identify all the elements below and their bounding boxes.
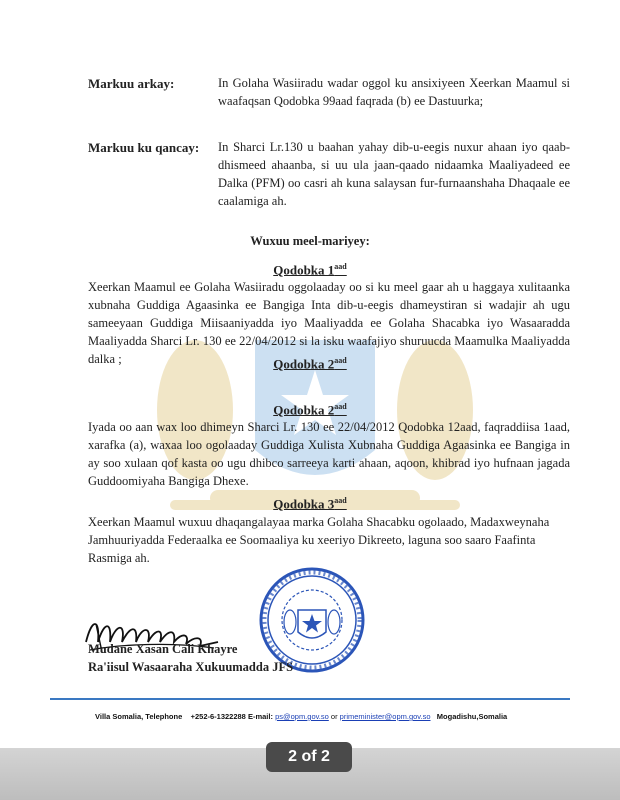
- recital-text: In Sharci Lr.130 u baahan yahay dib-u-eegis nuxur ahaan iyo qaab-dhismeed ahaanba, si uu ula jaan-qaado nidaamka Maaliyadeed ee Dalka (PFM) oo casri ah kuna salaysan fur-furnaanshaha Dhaqaale ee caalamiga ah.: [218, 140, 570, 208]
- article-heading: Qodobka $1^{aad}$: [273, 262, 347, 278]
- article-heading: Qodobka $3^{aad}$: [273, 496, 347, 512]
- article-text: Iyada oo aan wax loo dhimeyn Sharci Lr. 130 ee 22/04/2012 Qodobka 12aad, faqraddiisa 1aad, xarafka (a), waxaa loo ogolaaday Guddiga Xulista Xubnaha Guddiga Agaasinka ee Bangiga in ay soo xulaan qof kasta oo ugu dhibco sarreeya karti ahaan, aqoon, khibrad iyo hufnaan jagada Guddoomiyaha Bangiga Dhexe.: [88, 420, 570, 488]
- footer-divider: [50, 698, 570, 700]
- page-indicator: 2 of 2: [266, 742, 352, 772]
- recital-label: Markuu ku qancay:: [88, 140, 200, 155]
- article-heading: Qodobka $2^{aad}$: [273, 356, 347, 372]
- email-link[interactable]: primeminister@opm.gov.so: [339, 712, 431, 721]
- article-heading: Qodobka $2^{aad}$: [273, 402, 347, 418]
- decree-heading: Wuxuu meel-mariyey:: [250, 234, 370, 248]
- official-stamp: [258, 566, 366, 674]
- signatory-name: Mudane Xasan Cali Khayre: [88, 642, 238, 656]
- recital-text: In Golaha Wasiiradu wadar oggol ku ansixiyeen Xeerkan Maamul si waafaqsan Qodobka 99aad faqrada (b) ee Dastuurka;: [218, 76, 570, 108]
- article-text: Xeerkan Maamul ee Golaha Wasiiradu oggolaaday oo si ku meel gaar ah u haggaya xulitaanka xubnaha Guddiga Agaasinka ee Bangiga Inta dib-u-eegis dhameystiran si wadajir ah ugu sameeyaan Guddiga Miisaaniyadda iyo Maaliyadda ee Golaha Shacabka iyo Wasaaradda Maaliyadda Sharci Lr. 130 ee 22/04/2012 si la isku waafajiyo shuruucda Maamulka Maaliyadda dalka ;: [88, 280, 570, 366]
- article-text: Xeerkan Maamul wuxuu dhaqangalayaa marka Golaha Shacabku ogolaado, Madaxweynaha Jamhuuriyadda Federaalka ee Soomaaliya ku xeeriyo Dikreeto, laguna soo saaro Faafinta Rasmiga ah.: [88, 515, 550, 565]
- footer-contact: Villa Somalia, Telephone +252-6-1322288 E-mail: ps@opm.gov.so or primeminister@opm.gov.so Mogadishu,Somalia: [95, 712, 508, 721]
- recital-label: Markuu arkay:: [88, 76, 175, 91]
- email-link[interactable]: ps@opm.gov.so: [275, 712, 329, 721]
- signatory-title: Ra'iisul Wasaaraha Xukuumadda JFS: [88, 660, 294, 674]
